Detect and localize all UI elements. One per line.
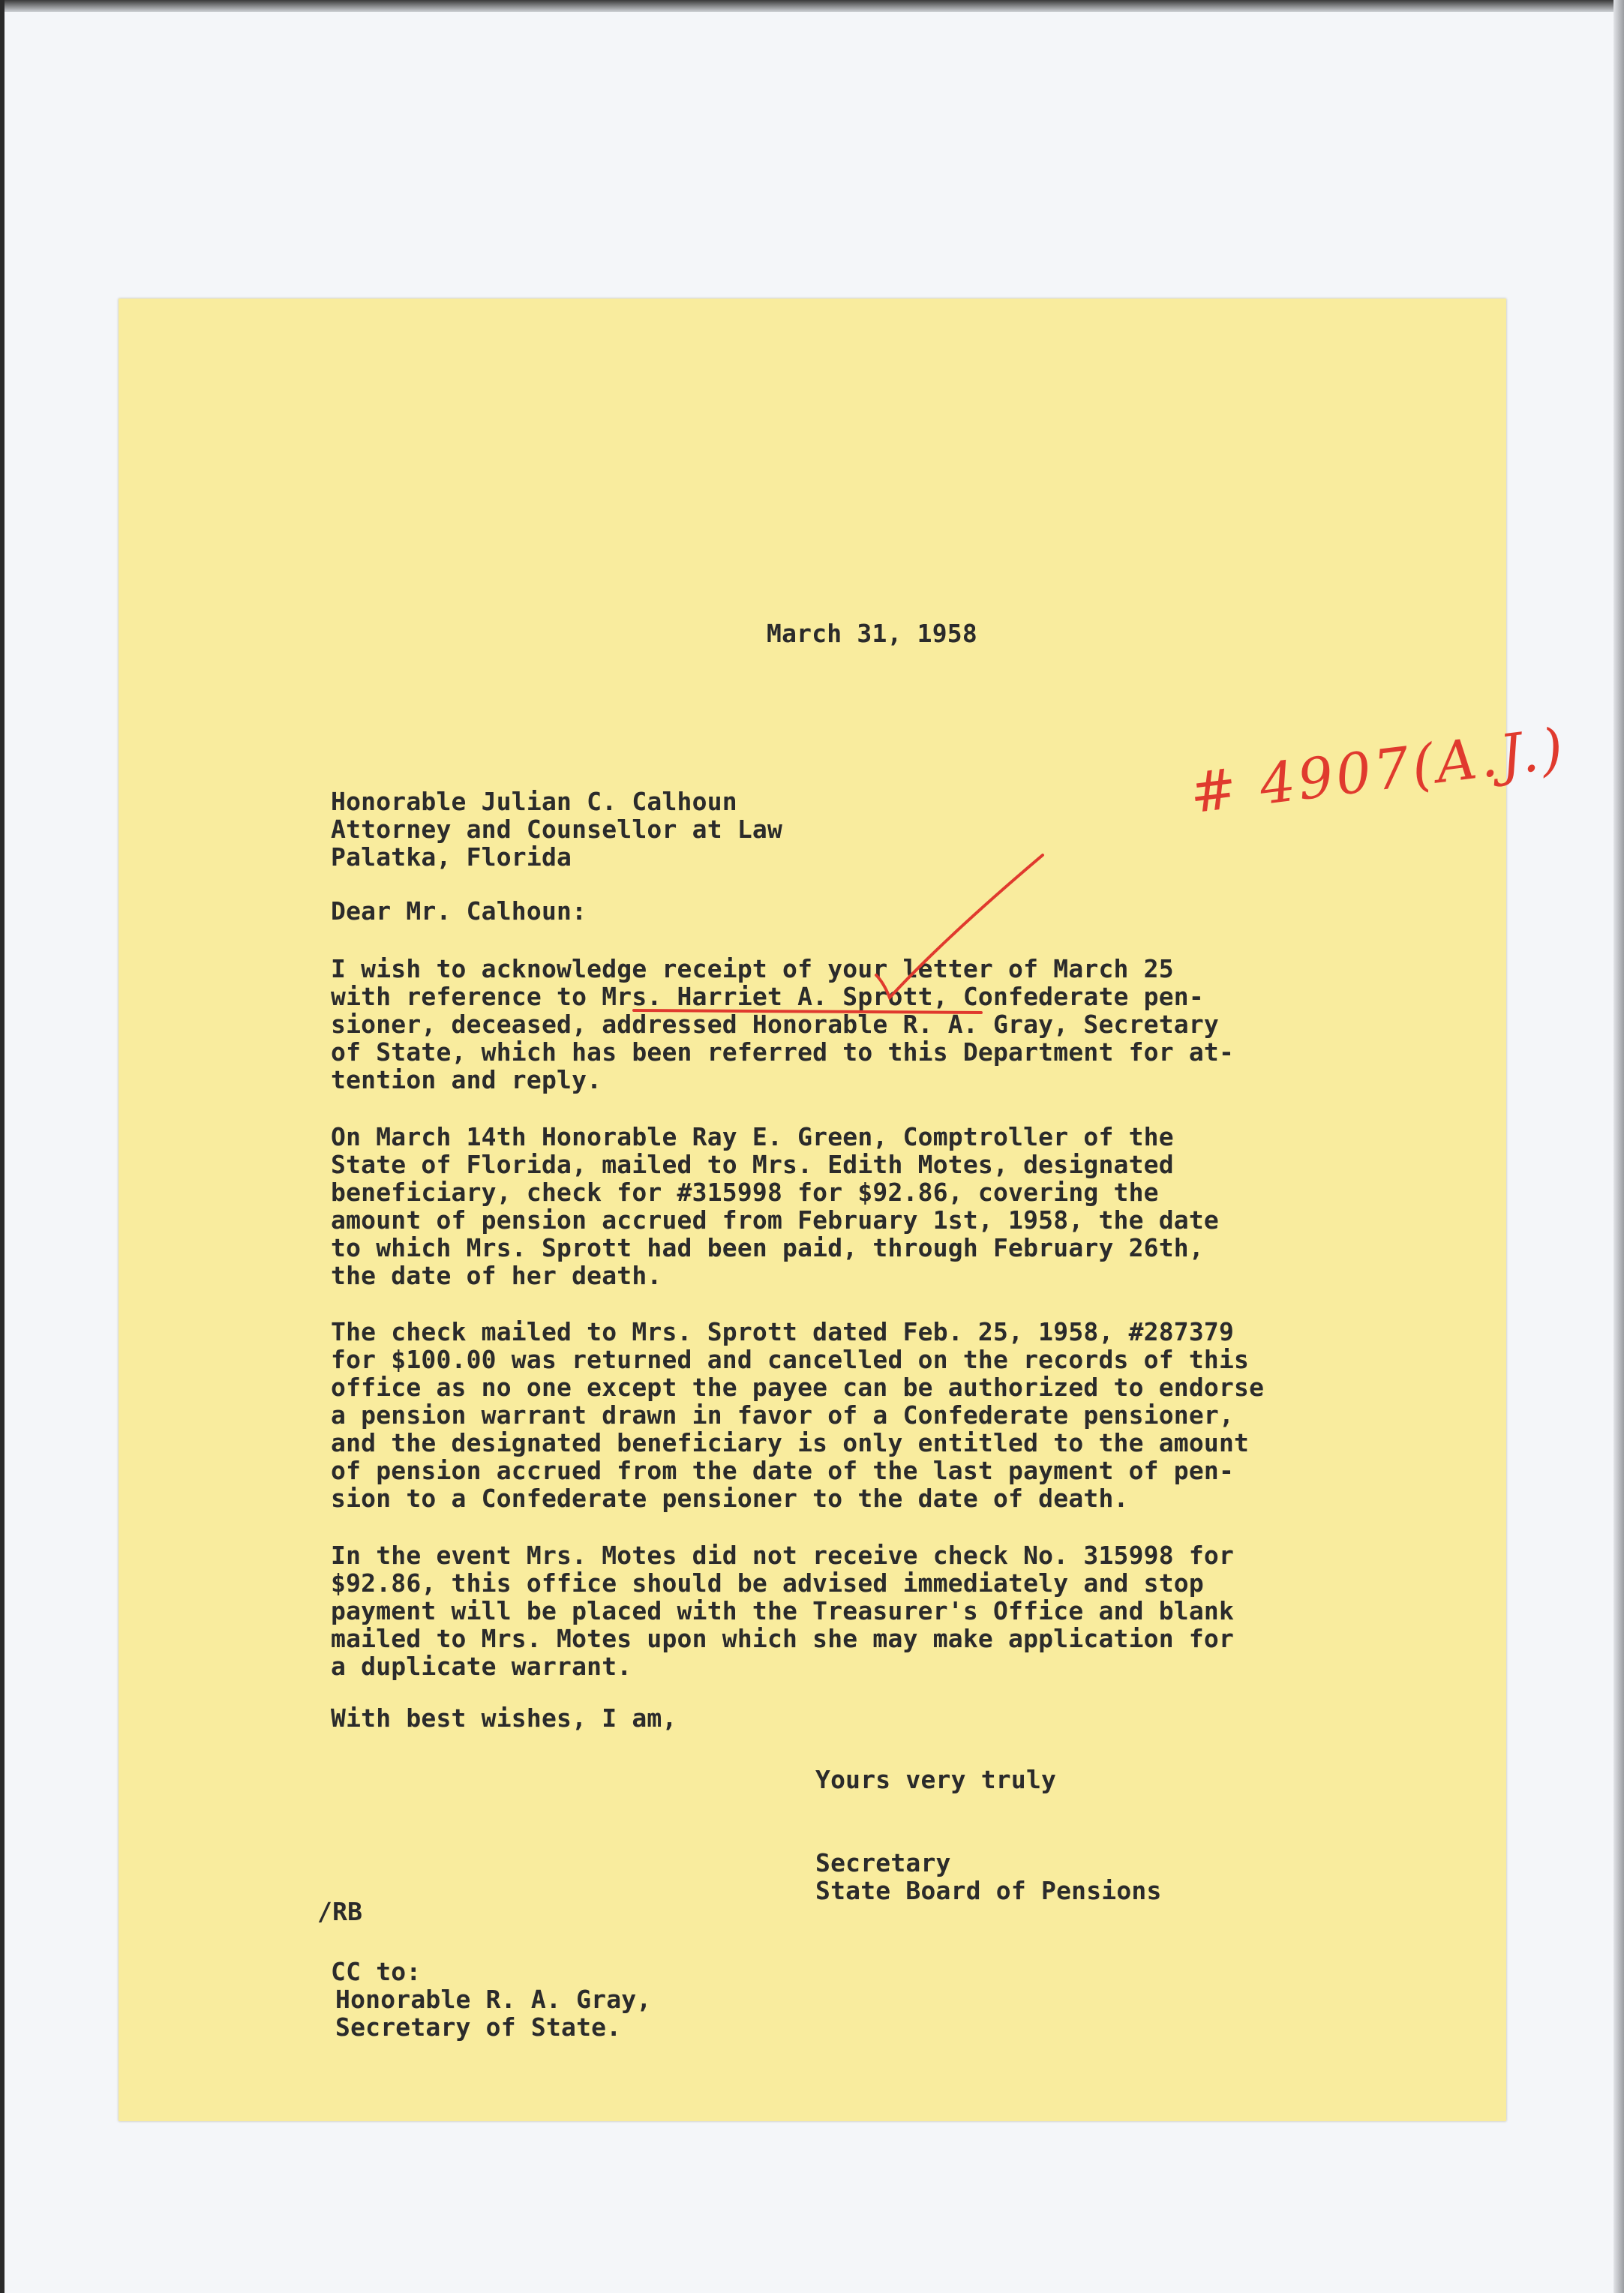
- paragraph-1-line-4: of State, which has been referred to this Department for at-: [331, 1037, 1235, 1067]
- paragraph-3-line-6: of pension accrued from the date of the last payment of pen-: [331, 1456, 1235, 1485]
- typist-initials: /RB: [317, 1897, 363, 1926]
- paragraph-3-line-3: office as no one except the payee can be authorized to endorse: [331, 1373, 1265, 1402]
- letter-date: March 31, 1958: [767, 619, 977, 648]
- handwritten-file-number: # 4907(A.J.): [1186, 716, 1570, 827]
- paragraph-1-line-5: tention and reply.: [331, 1065, 602, 1094]
- scan-edge-left: [0, 0, 5, 2293]
- signature-title: Secretary: [815, 1848, 951, 1877]
- paragraph-4-line-1: In the event Mrs. Motes did not receive check No. 315998 for: [331, 1541, 1235, 1570]
- cc-label: CC to:: [331, 1957, 422, 1986]
- paragraph-2-line-6: the date of her death.: [331, 1261, 662, 1290]
- closing-line: With best wishes, I am,: [331, 1703, 677, 1733]
- signature-department: State Board of Pensions: [815, 1876, 1162, 1905]
- scan-edge-top: [0, 0, 1624, 12]
- paragraph-2-line-2: State of Florida, mailed to Mrs. Edith Motes, designated: [331, 1150, 1174, 1179]
- paragraph-1-line-2: with reference to Mrs. Harriet A. Sprott, Confederate pen-: [331, 982, 1204, 1011]
- paragraph-1-line-3: sioner, deceased, addressed Honorable R. A. Gray, Secretary: [331, 1010, 1219, 1039]
- paragraph-2-line-3: beneficiary, check for #315998 for $92.86, covering the: [331, 1178, 1159, 1207]
- salutation: Dear Mr. Calhoun:: [331, 896, 587, 926]
- paragraph-4-line-3: payment will be placed with the Treasurer's Office and blank: [331, 1596, 1235, 1625]
- paragraph-4-line-4: mailed to Mrs. Motes upon which she may make application for: [331, 1624, 1235, 1653]
- paragraph-1-line-1: I wish to acknowledge receipt of your letter of March 25: [331, 954, 1174, 983]
- recipient-line-1: Honorable Julian C. Calhoun: [331, 787, 737, 816]
- paragraph-2-line-4: amount of pension accrued from February 1st, 1958, the date: [331, 1205, 1219, 1235]
- paragraph-3-line-1: The check mailed to Mrs. Sprott dated Feb. 25, 1958, #287379: [331, 1317, 1235, 1346]
- complimentary-close: Yours very truly: [815, 1765, 1057, 1794]
- recipient-line-3: Palatka, Florida: [331, 842, 572, 872]
- paragraph-4-line-2: $92.86, this office should be advised immediately and stop: [331, 1568, 1204, 1598]
- paragraph-3-line-7: sion to a Confederate pensioner to the date of death.: [331, 1484, 1129, 1513]
- cc-recipient-1: Honorable R. A. Gray,: [335, 1985, 652, 2014]
- paragraph-3-line-2: for $100.00 was returned and cancelled on the records of this: [331, 1345, 1250, 1374]
- paragraph-3-line-5: and the designated beneficiary is only entitled to the amount: [331, 1428, 1250, 1457]
- recipient-line-2: Attorney and Counsellor at Law: [331, 815, 783, 844]
- scan-edge-right: [1613, 0, 1624, 2293]
- paragraph-2-line-1: On March 14th Honorable Ray E. Green, Comptroller of the: [331, 1122, 1174, 1151]
- paragraph-4-line-5: a duplicate warrant.: [331, 1652, 632, 1681]
- paragraph-2-line-5: to which Mrs. Sprott had been paid, through February 26th,: [331, 1233, 1204, 1262]
- paragraph-3-line-4: a pension warrant drawn in favor of a Confederate pensioner,: [331, 1400, 1235, 1430]
- cc-recipient-2: Secretary of State.: [335, 2012, 622, 2042]
